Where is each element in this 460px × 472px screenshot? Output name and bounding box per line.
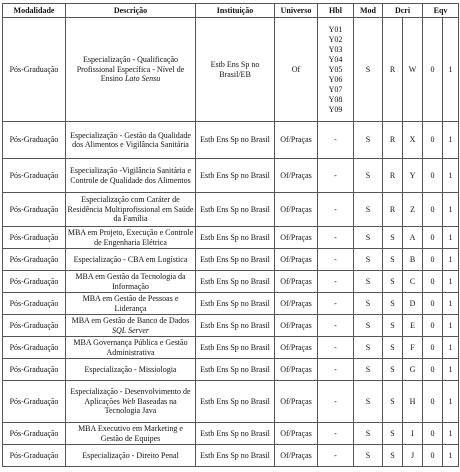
cell-instituicao: Estb Ens Sp no Brasil/EB (196, 18, 275, 122)
cell-modalidade: Pós-Graduação (3, 359, 66, 381)
hbl-code: Y04 (328, 54, 343, 64)
cell-eqv-b: 1 (443, 423, 459, 445)
cell-universo: Of/Praças (275, 293, 318, 315)
cell-descricao (66, 271, 196, 293)
cell-descricao (66, 337, 196, 359)
hbl-code: Y03 (328, 44, 343, 54)
cell-instituicao: Estb Ens Sp no Brasil (196, 423, 275, 445)
cell-instituicao: Estb Ens Sp no Brasil (196, 122, 275, 159)
table-body (3, 18, 459, 467)
cell-mod: S (354, 271, 383, 293)
hbl-list (319, 25, 352, 115)
cell-dcri-b: B (403, 249, 423, 271)
cell-eqv-b: 1 (443, 315, 459, 337)
header-eqv: Eqv (423, 4, 459, 18)
cell-hbl (318, 18, 354, 122)
cell-eqv-a: 0 (423, 159, 443, 193)
cell-universo: Of/Praças (275, 423, 318, 445)
cell-eqv-b: 1 (443, 271, 459, 293)
cell-mod: S (354, 381, 383, 423)
cell-hbl: - (318, 193, 354, 227)
descricao-text: Especialização - Gestão da Qualidade dos Alimentos e Vigilância Sanitária (70, 130, 191, 149)
table-row (3, 445, 459, 467)
cell-modalidade: Pós-Graduação (3, 271, 66, 293)
cell-universo: Of/Praças (275, 359, 318, 381)
cell-dcri-a: S (383, 315, 403, 337)
cell-dcri-a: S (383, 249, 403, 271)
cell-eqv-b: 1 (443, 445, 459, 467)
cell-mod: S (354, 445, 383, 467)
descricao-italic-text: Web (121, 396, 136, 406)
cell-instituicao: Estb Ens Sp no Brasil (196, 271, 275, 293)
cell-mod: S (354, 359, 383, 381)
cell-universo: Of/Praças (275, 315, 318, 337)
cell-universo: Of/Praças (275, 381, 318, 423)
cell-mod: S (354, 227, 383, 249)
cell-hbl: - (318, 423, 354, 445)
header-dcri: Dcri (383, 4, 423, 18)
cell-descricao (66, 249, 196, 271)
cell-dcri-b: J (403, 445, 423, 467)
cell-modalidade: Pós-Graduação (3, 159, 66, 193)
cell-hbl: - (318, 122, 354, 159)
cell-descricao (66, 193, 196, 227)
cell-mod: S (354, 249, 383, 271)
cell-eqv-b: 1 (443, 18, 459, 122)
cell-instituicao: Estb Ens Sp no Brasil (196, 337, 275, 359)
table-row (3, 337, 459, 359)
descricao-text: Especialização com Caráter de Residência Multiprofissional em Saúde da Família (67, 195, 194, 224)
cell-dcri-a: R (383, 193, 403, 227)
cell-eqv-b: 1 (443, 122, 459, 159)
hbl-code: Y01 (328, 24, 343, 34)
cell-dcri-b: A (403, 227, 423, 249)
cell-dcri-b: C (403, 271, 423, 293)
cell-dcri-a: S (383, 293, 403, 315)
header-hbl: Hbl (318, 4, 354, 18)
cell-modalidade: Pós-Graduação (3, 227, 66, 249)
cell-instituicao: Estb Ens Sp no Brasil (196, 159, 275, 193)
cell-eqv-b: 1 (443, 159, 459, 193)
cell-descricao (66, 381, 196, 423)
table-row (3, 271, 459, 293)
cell-mod: S (354, 159, 383, 193)
cell-descricao (66, 227, 196, 249)
cell-dcri-a: S (383, 445, 403, 467)
hbl-code: Y08 (328, 94, 343, 104)
cell-eqv-a: 0 (423, 381, 443, 423)
descricao-text: MBA em Gestão de Banco de Dados (71, 316, 190, 326)
descricao-text: Especialização - Desenvolvimento de Aplicações (70, 387, 191, 406)
header-modalidade: Modalidade (3, 4, 66, 18)
descricao-text: MBA Governança Pública e Gestão Administrativa (73, 338, 188, 357)
descricao-text: Especialização - CBA em Logística (73, 254, 188, 264)
cell-universo: Of/Praças (275, 193, 318, 227)
hbl-code: Y02 (328, 34, 343, 44)
cell-instituicao: Estb Ens Sp no Brasil (196, 315, 275, 337)
table-row (3, 315, 459, 337)
cell-instituicao: Estb Ens Sp no Brasil (196, 445, 275, 467)
cell-dcri-b: Y (403, 159, 423, 193)
cell-dcri-a: R (383, 122, 403, 159)
cell-dcri-a: S (383, 271, 403, 293)
cell-dcri-a: S (383, 337, 403, 359)
cell-eqv-b: 1 (443, 227, 459, 249)
cell-universo: Of/Praças (275, 445, 318, 467)
cell-eqv-b: 1 (443, 359, 459, 381)
cell-dcri-b: W (403, 18, 423, 122)
cell-universo: Of/Praças (275, 271, 318, 293)
table-row (3, 227, 459, 249)
cell-dcri-a: S (383, 423, 403, 445)
cell-dcri-b: X (403, 122, 423, 159)
cell-hbl: - (318, 337, 354, 359)
cell-eqv-b: 1 (443, 337, 459, 359)
table-row (3, 18, 459, 122)
cell-mod: S (354, 122, 383, 159)
header-descricao: Descrição (66, 4, 196, 18)
cell-eqv-b: 1 (443, 381, 459, 423)
cell-instituicao: Estb Ens Sp no Brasil (196, 381, 275, 423)
cell-hbl: - (318, 315, 354, 337)
cell-modalidade: Pós-Graduação (3, 445, 66, 467)
cell-modalidade: Pós-Graduação (3, 249, 66, 271)
descricao-italic-text: Lato Sensu (124, 74, 161, 84)
cell-descricao (66, 122, 196, 159)
descricao-text: Especialização -Vigilância Sanitária e Controle de Qualidade dos Alimentos (69, 166, 191, 185)
table-row (3, 193, 459, 227)
hbl-code: Y07 (328, 84, 343, 94)
cell-mod: S (354, 315, 383, 337)
cell-universo: Of/Praças (275, 227, 318, 249)
cell-instituicao: Estb Ens Sp no Brasil (196, 293, 275, 315)
cell-descricao (66, 159, 196, 193)
header-row (3, 4, 459, 18)
descricao-text: MBA Executivo em Marketing e Gestão de Equipes (78, 424, 183, 443)
cell-modalidade: Pós-Graduação (3, 315, 66, 337)
cell-dcri-b: D (403, 293, 423, 315)
cell-hbl: - (318, 293, 354, 315)
cell-eqv-a: 0 (423, 122, 443, 159)
cell-eqv-a: 0 (423, 445, 443, 467)
cell-universo: Of (275, 18, 318, 122)
cell-hbl: - (318, 249, 354, 271)
descricao-text: Especialização - Qualificação Profissional Específica - Nível de Ensino (76, 55, 185, 84)
cell-hbl: - (318, 381, 354, 423)
cell-eqv-a: 0 (423, 227, 443, 249)
cell-descricao (66, 445, 196, 467)
cell-eqv-a: 0 (423, 423, 443, 445)
cell-universo: Of/Praças (275, 337, 318, 359)
cell-dcri-b: H (403, 381, 423, 423)
cell-dcri-b: G (403, 359, 423, 381)
descricao-text: MBA em Gestão da Tecnologia da Informação (75, 272, 186, 291)
cell-mod: S (354, 18, 383, 122)
cell-hbl: - (318, 227, 354, 249)
cell-dcri-b: I (403, 423, 423, 445)
cell-eqv-a: 0 (423, 193, 443, 227)
cell-universo: Of/Praças (275, 159, 318, 193)
cell-eqv-a: 0 (423, 359, 443, 381)
cell-descricao (66, 18, 196, 122)
cell-dcri-b: F (403, 337, 423, 359)
cell-eqv-b: 1 (443, 249, 459, 271)
descricao-italic-text: SQL Server (112, 325, 149, 335)
cell-eqv-a: 0 (423, 293, 443, 315)
cell-eqv-a: 0 (423, 249, 443, 271)
cell-mod: S (354, 293, 383, 315)
cell-dcri-b: Z (403, 193, 423, 227)
cell-descricao (66, 315, 196, 337)
table-row (3, 293, 459, 315)
cell-descricao (66, 423, 196, 445)
table-row (3, 249, 459, 271)
cell-eqv-b: 1 (443, 293, 459, 315)
hbl-code: Y05 (328, 64, 343, 74)
descricao-text: Especialização - Direito Penal (82, 450, 179, 460)
descricao-text: Especialização - Missiologia (84, 364, 177, 374)
cell-eqv-a: 0 (423, 271, 443, 293)
header-universo: Universo (275, 4, 318, 18)
cell-descricao (66, 293, 196, 315)
cell-hbl: - (318, 271, 354, 293)
cell-modalidade: Pós-Graduação (3, 18, 66, 122)
table-row (3, 359, 459, 381)
table-row (3, 159, 459, 193)
cell-universo: Of/Praças (275, 122, 318, 159)
cell-instituicao: Estb Ens Sp no Brasil (196, 227, 275, 249)
cell-modalidade: Pós-Graduação (3, 293, 66, 315)
cell-instituicao: Estb Ens Sp no Brasil (196, 193, 275, 227)
cell-modalidade: Pós-Graduação (3, 337, 66, 359)
cell-modalidade: Pós-Graduação (3, 381, 66, 423)
cell-dcri-a: R (383, 159, 403, 193)
hbl-code: Y09 (328, 104, 343, 114)
descricao-text: MBA em Projeto, Execução e Controle de Engenharia Elétrica (67, 228, 194, 247)
cell-descricao (66, 359, 196, 381)
cell-mod: S (354, 423, 383, 445)
cell-instituicao: Estb Ens Sp no Brasil (196, 249, 275, 271)
table-row (3, 381, 459, 423)
descricao-text-tail: Baseadas na Tecnologia Java (104, 396, 177, 416)
header-instituicao: Instituição (196, 4, 275, 18)
cell-dcri-b: E (403, 315, 423, 337)
cell-instituicao: Estb Ens Sp no Brasil (196, 359, 275, 381)
table-row (3, 122, 459, 159)
header-mod: Mod (354, 4, 383, 18)
cell-dcri-a: R (383, 18, 403, 122)
table-row (3, 423, 459, 445)
cell-modalidade: Pós-Graduação (3, 423, 66, 445)
cell-dcri-a: S (383, 381, 403, 423)
courses-table (2, 3, 459, 467)
cell-modalidade: Pós-Graduação (3, 193, 66, 227)
cell-eqv-a: 0 (423, 18, 443, 122)
cell-hbl: - (318, 159, 354, 193)
cell-hbl: - (318, 445, 354, 467)
cell-mod: S (354, 337, 383, 359)
cell-eqv-a: 0 (423, 315, 443, 337)
hbl-code: Y06 (328, 74, 343, 84)
cell-mod: S (354, 193, 383, 227)
cell-eqv-a: 0 (423, 337, 443, 359)
cell-eqv-b: 1 (443, 193, 459, 227)
cell-universo: Of/Praças (275, 249, 318, 271)
cell-hbl: - (318, 359, 354, 381)
descricao-text: MBA em Gestão de Pessoas e Liderança (82, 294, 179, 313)
cell-modalidade: Pós-Graduação (3, 122, 66, 159)
cell-dcri-a: S (383, 227, 403, 249)
cell-dcri-a: S (383, 359, 403, 381)
